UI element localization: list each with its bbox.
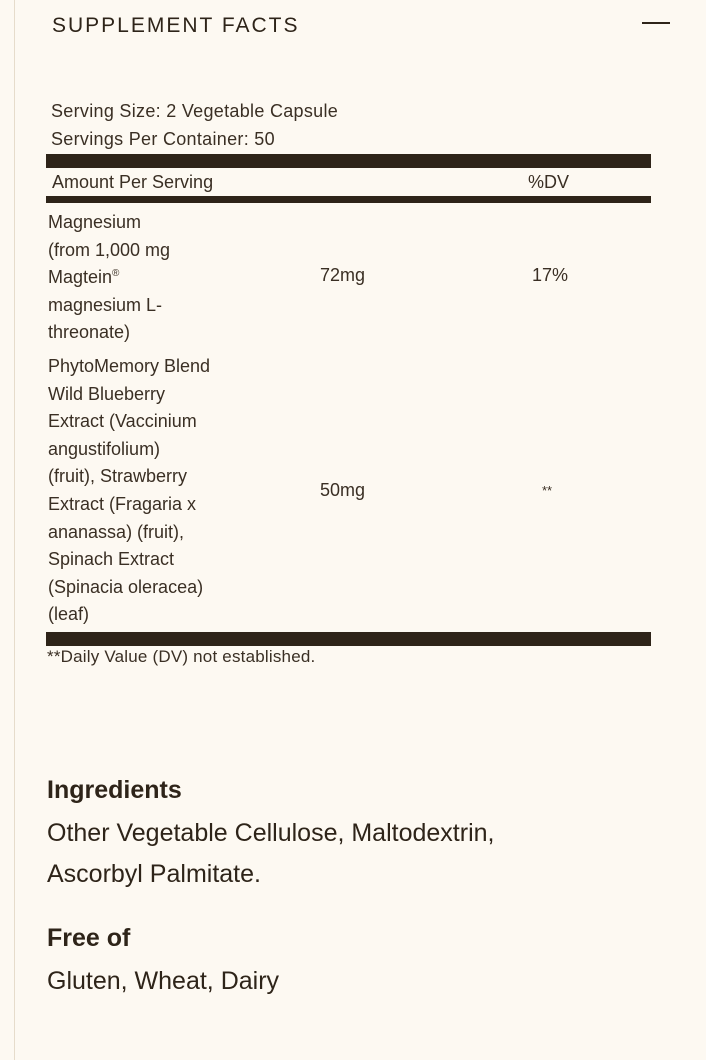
ingredient-name (46, 353, 253, 629)
name-line: Spinach Extract (48, 549, 175, 570)
free-of-heading: Free of (47, 924, 131, 952)
name-line: (leaf) (48, 604, 90, 625)
name-line: Extract (Fragaria x (48, 493, 197, 514)
servings-per-container: Servings Per Container: 50 (51, 129, 275, 149)
ingredients-heading: Ingredients (47, 776, 182, 804)
daily-value-footnote: **Daily Value (DV) not established. (47, 647, 316, 666)
table-row-magnesium (46, 203, 651, 350)
header-amount-per-serving: Amount Per Serving (52, 172, 214, 192)
registered-mark: ® (112, 268, 120, 280)
free-of-text: Gluten, Wheat, Dairy (47, 967, 280, 995)
header-divider-bar (46, 196, 651, 203)
ingredient-daily-value: 17% (532, 265, 569, 286)
supplement-facts-table (46, 154, 651, 646)
ingredients-line: Ascorbyl Palmitate. (47, 860, 261, 888)
name-line: (Spinacia oleracea) (48, 576, 204, 597)
name-line: magnesium L- (48, 294, 163, 315)
ingredient-amount: 72mg (320, 265, 366, 286)
ingredient-daily-value: ** (542, 483, 553, 499)
name-line (48, 264, 253, 292)
name-line: (from 1,000 mg (48, 239, 171, 260)
name-line: Magnesium (48, 212, 142, 232)
serving-size: Serving Size: 2 Vegetable Capsule (51, 101, 339, 121)
name-line: Wild Blueberry (48, 383, 166, 404)
header-daily-value: %DV (528, 172, 570, 192)
ingredient-name (46, 209, 253, 347)
name-line: ananassa) (fruit), (48, 521, 185, 542)
ingredient-amount: 50mg (320, 480, 366, 501)
table-row-phytomemory-blend (46, 350, 651, 632)
collapse-button[interactable] (638, 10, 672, 38)
top-divider-bar (46, 154, 651, 168)
ingredients-line: Other Vegetable Cellulose, Maltodextrin, (47, 819, 495, 847)
bottom-divider-bar (46, 632, 651, 646)
left-border (14, 0, 15, 1060)
name-line: Extract (Vaccinium (48, 411, 197, 432)
name-line: PhytoMemory Blend (48, 355, 211, 376)
table-header (46, 168, 651, 196)
ingredients-text (47, 813, 647, 895)
minus-icon[interactable] (642, 22, 670, 24)
supplement-facts-header[interactable] (52, 10, 672, 44)
name-line: (fruit), Strawberry (48, 466, 188, 487)
name-line: threonate) (48, 322, 131, 343)
name-text: Magtein (48, 267, 113, 288)
name-line: angustifolium) (48, 438, 161, 459)
section-title: SUPPLEMENT FACTS (52, 14, 300, 37)
